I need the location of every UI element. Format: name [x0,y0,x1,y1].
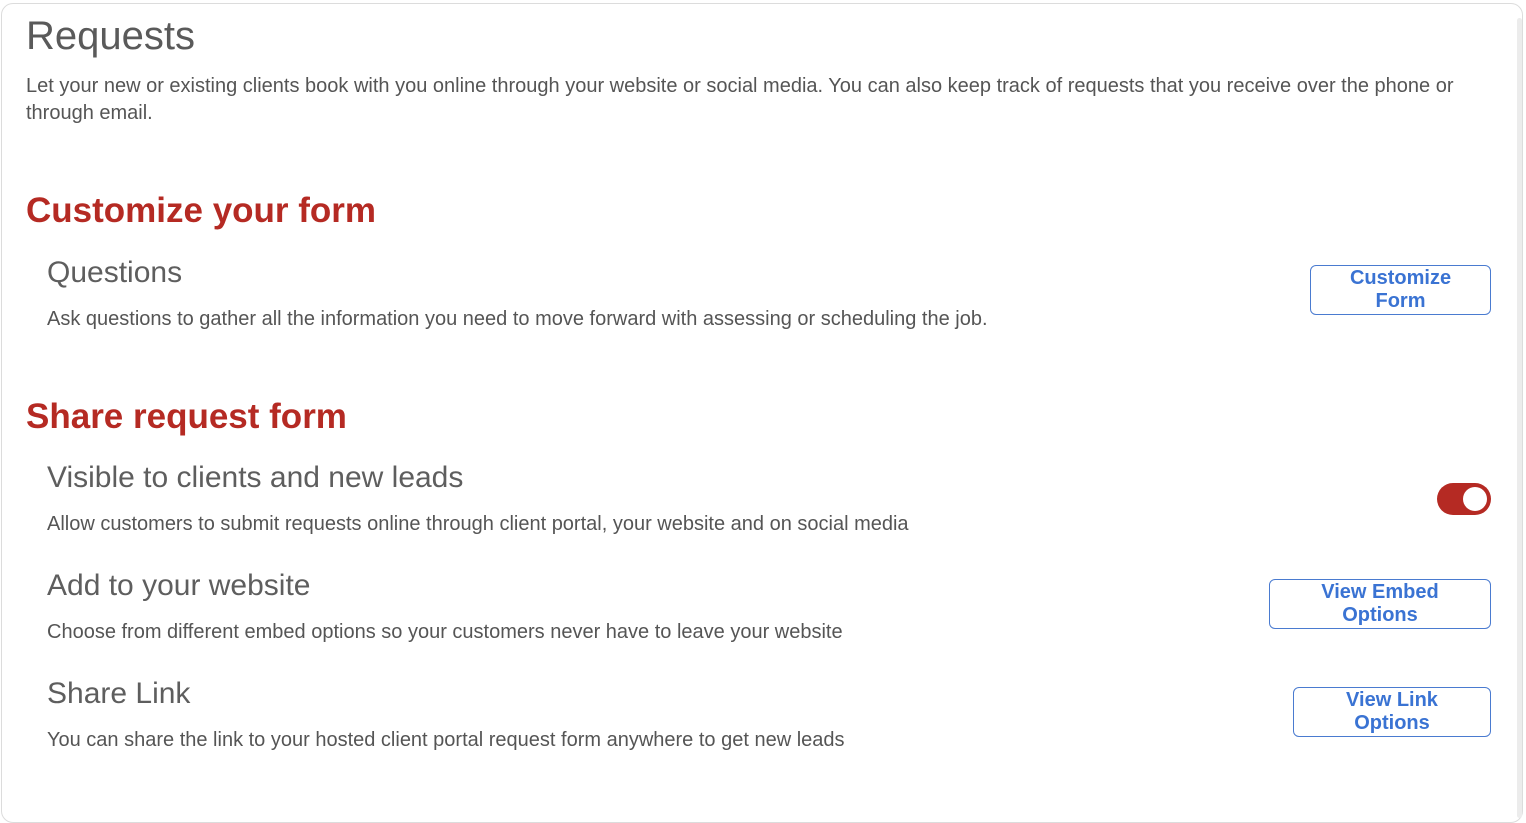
customize-form-heading: Customize your form [26,191,377,230]
page-intro: Let your new or existing clients book with you online through your website or social media. You can also keep track of requests that you receive over the phone or through email. [26,75,1454,124]
questions-title: Questions [47,256,183,289]
questions-description: Ask questions to gather all the information you need to move forward with assessing or scheduling the job. [47,308,988,330]
share-link-title: Share Link [47,677,191,710]
visible-to-clients-toggle[interactable] [1437,483,1491,515]
add-to-website-title: Add to your website [47,569,311,602]
add-to-website-description: Choose from different embed options so your customers never have to leave your website [47,621,843,643]
view-link-options-button[interactable]: View Link Options [1293,687,1491,737]
view-embed-options-button[interactable]: View Embed Options [1269,579,1491,629]
page-title: Requests [26,14,195,58]
share-request-form-heading: Share request form [26,397,347,436]
toggle-knob [1463,487,1487,511]
scrollbar[interactable] [1517,18,1522,818]
visible-to-clients-title: Visible to clients and new leads [47,461,464,494]
share-link-description: You can share the link to your hosted client portal request form anywhere to get new leads [47,729,845,751]
requests-settings-card [1,3,1523,823]
visible-to-clients-description: Allow customers to submit requests online through client portal, your website and on social media [47,513,909,535]
customize-form-button[interactable]: Customize Form [1310,265,1491,315]
